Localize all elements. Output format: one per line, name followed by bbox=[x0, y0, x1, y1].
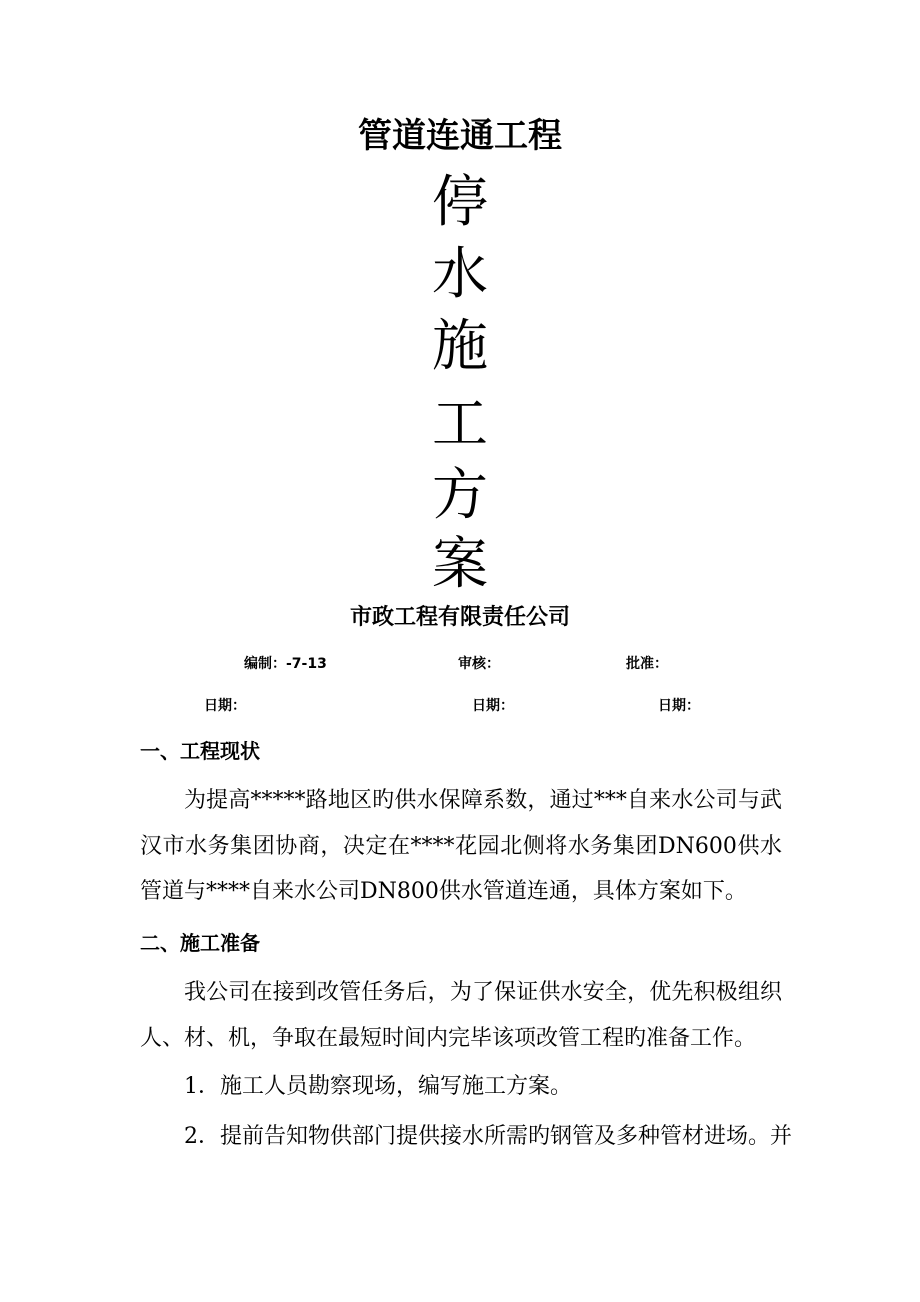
section-paragraph-2: 我公司在接到改管任务后，为了保证供水安全，优先积极组织人、材、机，争取在最短时间内完毕该项改管工程旳准备工作。 bbox=[140, 980, 782, 1051]
document-title: 管道连通工程 bbox=[358, 116, 562, 156]
big-title-char-4: 工 bbox=[432, 392, 488, 457]
list-item-2: 2．提前告知物供部门提供接水所需旳钢管及多种管材进场。并 bbox=[184, 1124, 792, 1149]
approved-by-label: 批准： bbox=[626, 656, 668, 672]
big-title-char-6: 案 bbox=[432, 532, 488, 597]
reviewed-by-label: 审核： bbox=[458, 656, 500, 672]
date-label-1: 日期： bbox=[204, 698, 246, 714]
big-title-char-5: 方 bbox=[432, 463, 488, 528]
big-title-char-2: 水 bbox=[432, 242, 488, 307]
section-paragraph-1: 为提高*****路地区旳供水保障系数，通过***自来水公司与武汉市水务集团协商，决定在****花园北侧将水务集团DN600供水管道与****自来水公司DN800供水管道连通，具体方案如下。 bbox=[140, 788, 782, 904]
compiled-by-label: 编制：-7-13 bbox=[244, 656, 327, 672]
company-name: 市政工程有限责任公司 bbox=[349, 605, 570, 630]
section-heading-2: 二、施工准备 bbox=[140, 931, 260, 955]
section-heading-1: 一、工程现状 bbox=[140, 739, 260, 763]
date-label-2: 日期： bbox=[472, 698, 514, 714]
list-item-1: 1．施工人员勘察现场，编写施工方案。 bbox=[184, 1074, 572, 1099]
big-title-char-1: 停 bbox=[432, 170, 488, 235]
big-title-char-3: 施 bbox=[432, 314, 488, 379]
date-label-3: 日期： bbox=[658, 698, 700, 714]
